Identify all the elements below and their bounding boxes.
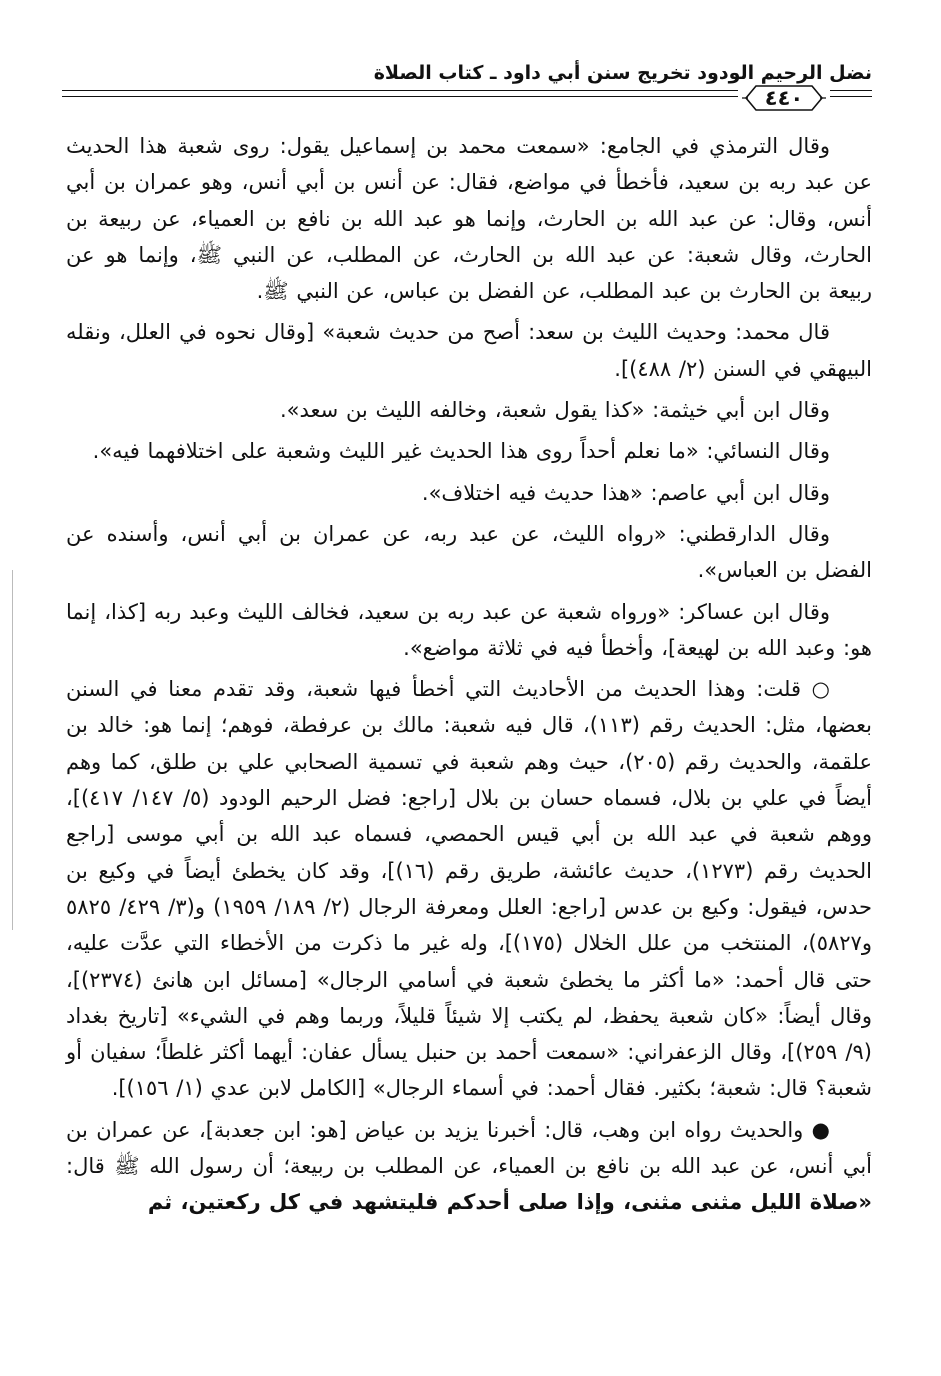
paragraph-ibn-abi-khaythama: وقال ابن أبي خيثمة: «كذا يقول شعبة، وخالفه الليث بن سعد». [280,398,830,423]
paragraph-qultu: ○ قلت: وهذا الحديث من الأحاديث التي أخطأ فيها شعبة، وقد تقدم معنا في السنن بعضها، مثل: الحديث رقم (١١٣)، قال فيه شعبة: مالك بن عرفطة، فوهم؛ إنما هو: خالد بن علقمة، والحديث رقم (٢٠٥)، حيث وهم شعبة في تسمية الصحابي علي بن طلق، كما وهم أيضاً في علي بن بلال، فسماه حسان بن بلال [راجع: فضل الرحيم الودود (٥/ ١٤٧/ ٤١٧)]، ووهم شعبة في عبد الله بن أبي قيس الحمصي، فسماه عبد الله بن أبي موسى [راجع الحديث رقم (١٢٧٣)، حديث عائشة، طريق رقم (١٦)]، وقد كان يخطئ أيضاً في وكيع بن حدس، فيقول: وكيع بن عدس [راجع: العلل ومعرفة الرجال (٢/ ١٨٩/ ١٩٥٩) و(٣/ ٤٢٩/ ٥٨٢٥ و٥٨٢٧)، المنتخب من علل الخلال (١٧٥)]، وله غير ما ذكرت من الأخطاء التي عدَّت عليه، حتى قال أحمد: «ما أكثر ما يخطئ شعبة في أسامي الرجال» [مسائل ابن هانئ (٢٣٧٤)]، وقال أيضاً: «كان شعبة يحفظ، لم يكتب إلا شيئاً قليلاً، وربما وهم في الشيء» [تاريخ بغداد (٩/ ٢٥٩)]، وقال الزعفراني: «سمعت أحمد بن حنبل يسأل عفان: أيهما أكثر غلطاً؛ سفيان أو شعبة؟ قال: شعبة؛ بكثير. فقال أحمد: في أسماء الرجال» [الكامل لابن عدي (١/ ١٥٦)]. [66,677,872,1101]
header-rule-left-top [62,90,738,91]
page-number: ٤٤٠ [764,86,804,110]
running-header [62,52,872,112]
header-rule-right-bottom [830,96,872,97]
paragraph-ibn-wahb [66,1112,872,1221]
paragraph-daraqutni: وقال الدارقطني: «رواه الليث، عن عبد ربه، عن عمران بن أبي أنس، وأسنده عن الفضل بن العباس». [66,521,872,583]
paragraph-tirmidhi: وقال الترمذي في الجامع: «سمعت محمد بن إسماعيل يقول: روى شعبة هذا الحديث عن عبد ربه بن سعيد، فأخطأ في مواضع، فقال: عن أنس بن أبي أنس، وهو عمران بن أبي أنس، وقال: عن عبد الله بن الحارث، وإنما هو عبد الله بن نافع بن العمياء، عن ربيعة بن الحارث، وقال شعبة: عن عبد الله بن الحارث، عن المطلب، عن النبي ﷺ، وإنما هو عن ربيعة بن الحارث بن عبد المطلب، عن الفضل بن عباس، عن النبي ﷺ. [66,134,872,304]
paragraph-nasai: وقال النسائي: «ما نعلم أحداً روى هذا الحديث غير الليث وشعبة على اختلافهما فيه». [92,439,830,464]
header-rule-right-top [830,90,872,91]
paragraph-ibn-asakir: وقال ابن عساكر: «ورواه شعبة عن عبد ربه بن سعيد، فخالف الليث وعبد ربه [كذا، إنما هو: وعبد الله بن لهيعة]، وأخطأ فيه في ثلاثة مواضع». [66,599,872,660]
paragraph-muhammad: قال محمد: وحديث الليث بن سعد: أصح من حديث شعبة» [وقال نحوه في العلل، ونقله البيهقي في السنن (٢/ ٤٨٨)]. [66,320,872,381]
hadith-quote: «صلاة الليل مثنى مثنى، وإذا صلى أحدكم فليتشهد في كل ركعتين، ثم [147,1190,872,1215]
main-text [66,128,872,1226]
page-number-badge [742,82,826,114]
paragraph-ibn-abi-asim: وقال ابن أبي عاصم: «هذا حديث فيه اختلاف». [421,480,830,505]
scan-margin-line [12,570,15,930]
header-rule-left-bottom [62,96,738,97]
paragraph-ibn-wahb-text: ● والحديث رواه ابن وهب، قال: أخبرنا يزيد بن عياض [هو: ابن جعدبة]، عن عمران بن أبي أنس، عن عبد الله بن نافع بن العمياء، عن المطلب بن ربيعة؛ أن رسول الله ﷺ قال: [66,1117,872,1179]
header-title: نضل الرحيم الودود تخريج سنن أبي داود ـ كتاب الصلاة [373,62,872,84]
